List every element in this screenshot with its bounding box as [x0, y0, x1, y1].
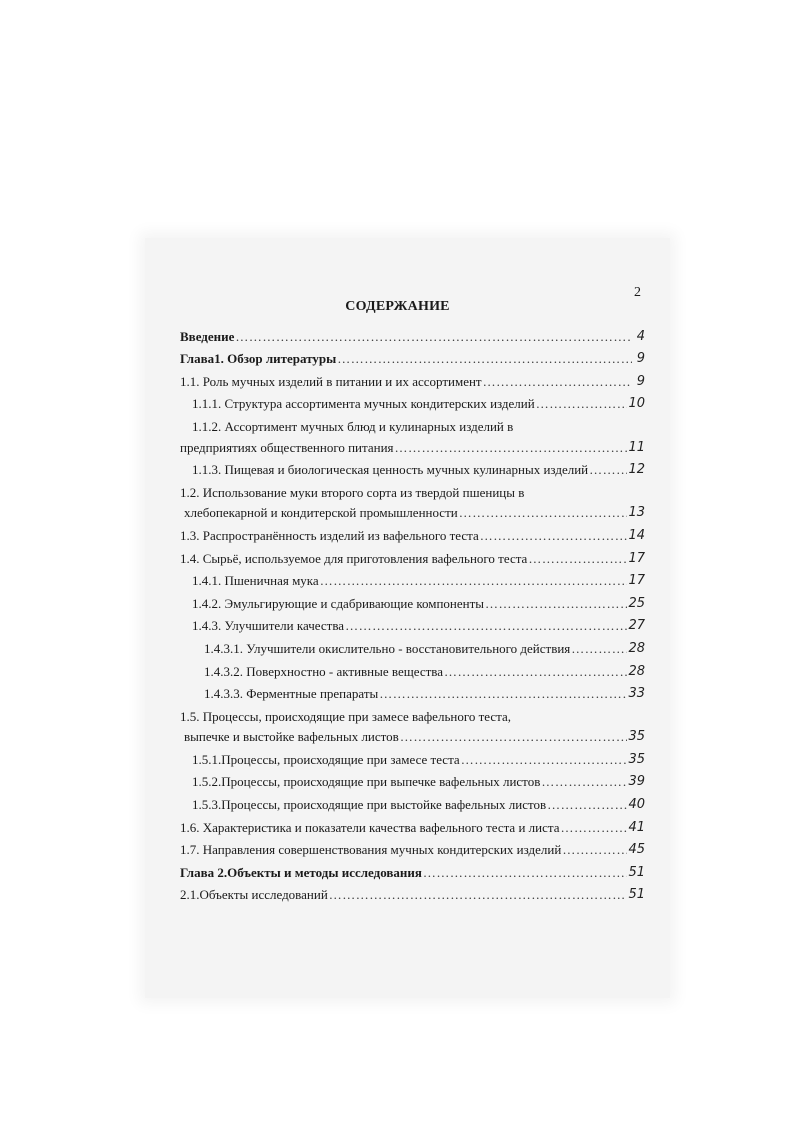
dot-leader [571, 641, 627, 656]
toc-entry-title: предприятиях общественного питания [180, 439, 394, 455]
toc-entry-title: 1.3. Распространённость изделий из вафельного теста [180, 527, 479, 543]
dot-leader [461, 752, 628, 767]
dot-leader [400, 729, 628, 744]
toc-entry[interactable] [180, 411, 645, 434]
toc-entry-title: 1.5.3.Процессы, происходящие при выстойке вафельных листов [192, 797, 547, 813]
toc-entry-page: 27 [628, 618, 645, 634]
toc-entry-page: 51 [628, 864, 645, 880]
toc-entry-page: 17 [628, 573, 645, 589]
toc-entry[interactable] [180, 520, 645, 543]
toc-entry-page: 35 [628, 751, 645, 767]
toc-entry[interactable] [180, 656, 645, 679]
dot-leader [320, 573, 628, 588]
dot-leader [459, 505, 628, 520]
toc-entry-page: 39 [628, 774, 645, 790]
toc-entry-page: 28 [628, 663, 645, 679]
toc-entry-page: 17 [628, 550, 645, 566]
toc-entry-title: 1.6. Характеристика и показатели качества вафельного теста и листа [180, 819, 560, 835]
toc-entry-title: 1.1.3. Пищевая и биологическая ценность мучных кулинарных изделий [192, 462, 589, 478]
toc-entry[interactable] [180, 611, 645, 634]
toc-entry-title: Введение [180, 328, 235, 344]
toc-entry[interactable] [180, 724, 645, 745]
dot-leader [485, 596, 627, 611]
toc-entry-page: 41 [628, 819, 645, 835]
dot-leader [345, 618, 627, 633]
toc-entry-title: Глава1. Обзор литературы [180, 351, 337, 367]
toc-entry-page: 10 [628, 396, 645, 412]
toc-entry-title: Глава 2.Объекты и методы исследования [180, 864, 422, 880]
dot-leader [423, 865, 628, 880]
toc-entry-title: 1.1.1. Структура ассортимента мучных кондитерских изделий [192, 396, 535, 412]
toc-entry[interactable] [180, 679, 645, 702]
dot-leader [235, 329, 632, 344]
toc-entry-page: 28 [628, 640, 645, 656]
toc-entry[interactable] [180, 701, 645, 724]
dot-leader [562, 842, 627, 857]
dot-leader [444, 664, 627, 679]
toc-entry[interactable] [180, 744, 645, 767]
toc-entry[interactable] [180, 588, 645, 611]
toc-entry-title: 1.5.1.Процессы, происходящие при замесе теста [192, 751, 460, 767]
toc-entry-page: 25 [628, 595, 645, 611]
page-number: 2 [634, 285, 641, 300]
toc-entry-title: выпечке и выстойке вафельных листов [184, 729, 399, 745]
toc-entry-title: 2.1.Объекты исследований [180, 887, 328, 903]
toc-entry[interactable] [180, 477, 645, 500]
toc-entry-page: 12 [628, 462, 645, 478]
toc-entry-title: 1.1. Роль мучных изделий в питании и их ассортимент [180, 373, 482, 389]
toc-entry-title: 1.4.3.1. Улучшители окислительно - восстановительного действия [204, 640, 571, 656]
dot-leader [379, 686, 627, 701]
toc-entry[interactable] [180, 880, 645, 903]
toc-entry-page: 40 [628, 797, 645, 813]
toc-entry[interactable] [180, 835, 645, 858]
toc-entry[interactable] [180, 857, 645, 880]
toc-entry-title: 1.4. Сырьё, используемое для приготовления вафельного теста [180, 550, 528, 566]
dot-leader [480, 528, 628, 543]
toc-entry-page: 45 [628, 842, 645, 858]
dot-leader [589, 462, 627, 477]
toc-entry-title: 1.4.3.3. Ферментные препараты [204, 686, 379, 702]
dot-leader [528, 551, 627, 566]
toc-entry-page: 33 [628, 686, 645, 702]
toc-entry-title: 1.4.2. Эмульгирующие и сдабривающие компоненты [192, 595, 485, 611]
toc-entry-page: 9 [636, 373, 645, 389]
toc-entry[interactable] [180, 566, 645, 589]
dot-leader [560, 820, 627, 835]
toc-entry[interactable] [180, 434, 645, 455]
toc-entry-page: 14 [628, 527, 645, 543]
dot-leader [541, 774, 627, 789]
toc-entry[interactable] [180, 321, 645, 344]
toc-entry-page: 11 [628, 439, 645, 455]
toc-entry-title: 1.5. Процессы, происходящие при замесе вафельного теста, [180, 708, 511, 724]
toc-entry-title: 1.1.2. Ассортимент мучных блюд и кулинарных изделий в [192, 418, 514, 434]
dot-leader [395, 440, 628, 455]
dot-leader [337, 351, 632, 366]
toc-entry-title: 1.4.3. Улучшители качества [192, 618, 345, 634]
dot-leader [329, 887, 628, 902]
toc-entry[interactable] [180, 389, 645, 412]
table-of-contents [180, 321, 645, 902]
dot-leader [483, 374, 632, 389]
toc-entry-page: 4 [636, 328, 645, 344]
toc-entry[interactable] [180, 344, 645, 367]
toc-entry[interactable] [180, 789, 645, 812]
toc-entry-page: 9 [636, 351, 645, 367]
toc-entry-title: 1.2. Использование муки второго сорта из твердой пшеницы в [180, 484, 525, 500]
dot-leader [536, 396, 628, 411]
dot-leader [547, 797, 627, 812]
toc-entry-title: 1.4.3.2. Поверхностно - активные вещества [204, 663, 444, 679]
toc-entry-page: 51 [628, 887, 645, 903]
toc-entry-page: 35 [628, 729, 645, 745]
toc-entry[interactable] [180, 366, 645, 389]
toc-entry[interactable] [180, 633, 645, 656]
toc-entry-title: 1.5.2.Процессы, происходящие при выпечке вафельных листов [192, 774, 541, 790]
toc-entry-title: 1.4.1. Пшеничная мука [192, 573, 319, 589]
toc-entry[interactable] [180, 543, 645, 566]
toc-entry[interactable] [180, 500, 645, 521]
toc-entry[interactable] [180, 455, 645, 478]
toc-entry[interactable] [180, 812, 645, 835]
toc-title: СОДЕРЖАНИЕ [345, 299, 450, 314]
toc-entry-page: 13 [628, 505, 645, 521]
toc-entry-title: 1.7. Направления совершенствования мучных кондитерских изделий [180, 842, 562, 858]
toc-entry[interactable] [180, 767, 645, 790]
toc-entry-title: хлебопекарной и кондитерской промышленности [184, 505, 458, 521]
